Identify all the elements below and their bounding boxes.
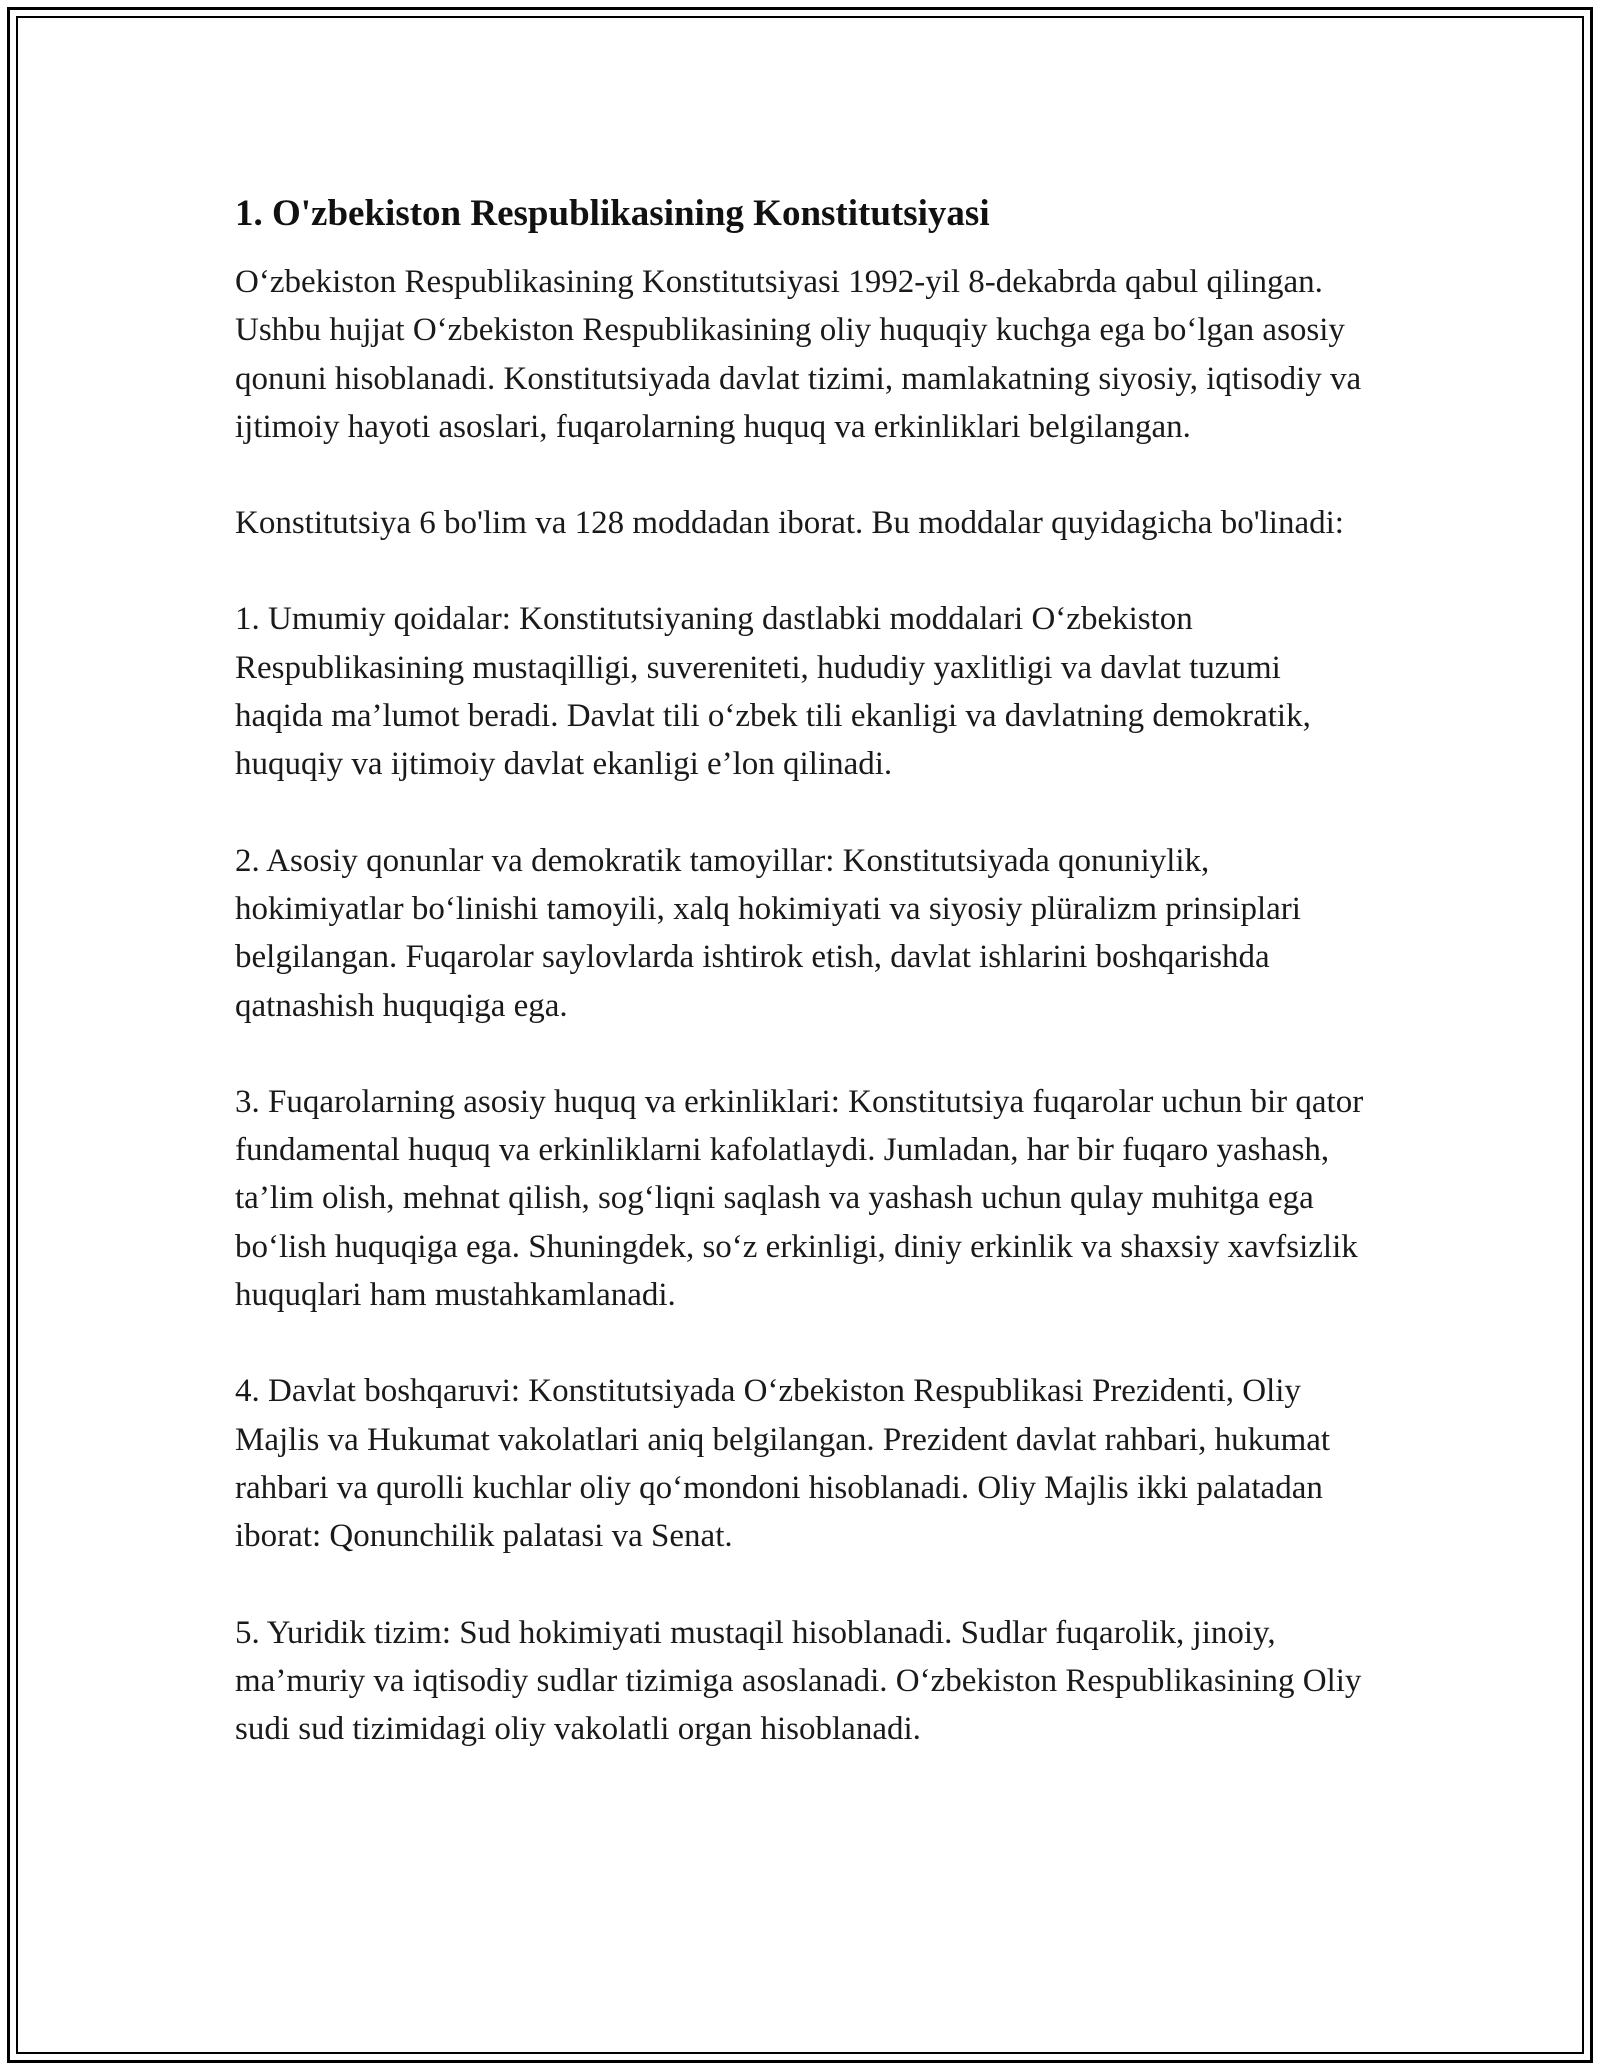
paragraph-judicial-system: 5. Yuridik tizim: Sud hokimiyati mustaqil hisoblanadi. Sudlar fuqarolik, jinoiy, ma’muriy va iqtisodiy sudlar tizimiga asoslanadi. O‘zbekiston Respublikasining Oliy sudi sud tizimidagi oliy vakolatli organ hisoblanadi. xyxy=(235,1614,1362,1748)
document-body xyxy=(235,190,1375,1801)
paragraph-intro: O‘zbekiston Respublikasining Konstitutsiyasi 1992-yil 8-dekabrda qabul qilingan. Ushbu hujjat O‘zbekiston Respublikasining oliy huquqiy kuchga ega bo‘lgan asosiy qonuni hisoblanadi. Konstitutsiyada davlat tizimi, mamlakatning siyosiy, iqtisodiy va ijtimoiy hayoti asoslari, fuqarolarning huquq va erkinliklari belgilangan. xyxy=(235,264,1362,445)
paragraph-citizen-rights: 3. Fuqarolarning asosiy huquq va erkinliklari: Konstitutsiya fuqarolar uchun bir qator fundamental huquq va erkinliklarni kafolatlaydi. Jumladan, har bir fuqaro yashash, ta’lim olish, mehnat qilish, sog‘liqni saqlash va yashash uchun qulay muhitga ega bo‘lish huquqiga ega. Shuningdek, so‘z erkinligi, diniy erkinlik va shaxsiy xavfsizlik huquqlari ham mustahkamlanadi. xyxy=(235,1083,1364,1314)
paragraph-structure: Konstitutsiya 6 bo'lim va 128 moddadan iborat. Bu moddalar quyidagicha bo'linadi: xyxy=(235,505,1344,542)
paragraph-democratic-principles: 2. Asosiy qonunlar va demokratik tamoyillar: Konstitutsiyada qonuniylik, hokimiyatlar bo‘linishi tamoyili, xalq hokimiyati va siyosiy plüralizm prinsiplari belgilangan. Fuqarolar saylovlarda ishtirok etish, davlat ishlarini boshqarishda qatnashish huquqiga ega. xyxy=(235,842,1301,1024)
document-title: 1. O'zbekiston Respublikasining Konstitutsiyasi xyxy=(235,193,990,234)
paragraph-general-provisions: 1. Umumiy qoidalar: Konstitutsiyaning dastlabki moddalari O‘zbekiston Respublikasining mustaqilligi, suvereniteti, hududiy yaxlitligi va davlat tuzumi haqida ma’lumot beradi. Davlat tili o‘zbek tili ekanligi va davlatning demokratik, huquqiy va ijtimoiy davlat ekanligi e’lon qilinadi. xyxy=(235,601,1311,783)
paragraph-state-governance: 4. Davlat boshqaruvi: Konstitutsiyada O‘zbekiston Respublikasi Prezidenti, Oliy Majlis va Hukumat vakolatlari aniq belgilangan. Prezident davlat rahbari, hukumat rahbari va qurolli kuchlar oliy qo‘mondoni hisoblanadi. Oliy Majlis ikki palatadan iborat: Qonunchilik palatasi va Senat. xyxy=(235,1373,1331,1555)
